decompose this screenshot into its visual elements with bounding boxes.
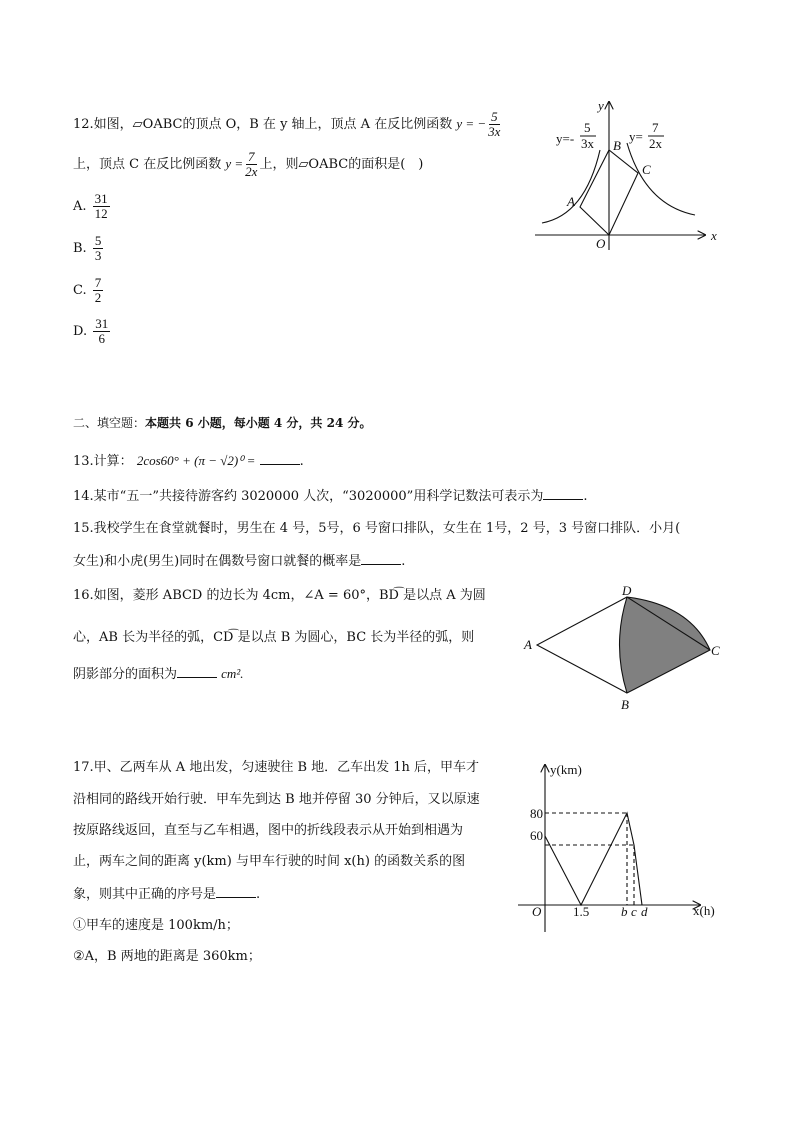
y-axis-label: y(km)	[550, 762, 582, 777]
origin-label: O	[596, 236, 606, 251]
rhombus-sides-ab-ad	[537, 597, 627, 693]
x-axis-label: x(h)	[693, 903, 715, 918]
q17-line5: 象，则其中正确的序号是 .	[73, 887, 261, 902]
option-label: D.	[73, 324, 88, 339]
y-tick-60: 60	[530, 828, 543, 843]
curve1-num: 5	[584, 120, 591, 135]
x-tick-b: b	[621, 904, 628, 919]
shaded-region	[620, 597, 711, 693]
q12-text: 上，顶点 C 在反比例函数	[73, 157, 222, 172]
point-d-label: D	[622, 583, 632, 598]
q12-text: 上，则▱OABC的面积是( )	[259, 157, 424, 172]
section-prefix: 二、填空题：	[73, 416, 146, 430]
numerator: 31	[94, 191, 108, 206]
x-tick-c: c	[631, 904, 637, 919]
q17-text: 止，两车之间的距离 y(km) 与甲车行驶的时间 x(h) 的函数关系的图	[73, 854, 466, 869]
statement-text: ②A，B 两地的距离是 360km；	[73, 949, 261, 964]
period: .	[299, 454, 304, 469]
option-label: C.	[73, 283, 87, 298]
curve1-label: y=-	[556, 131, 575, 146]
curve1-den: 3x	[581, 136, 594, 151]
q17-text: 象，则其中正确的序号是	[73, 887, 217, 902]
x-tick-1-5: 1.5	[573, 904, 590, 919]
numerator: 7	[94, 275, 102, 290]
q16-text: 心，AB 长为半径的弧，CD͡ 是以点 B 为圆心，BC 长为半径的弧，则	[73, 630, 475, 645]
period: .	[583, 489, 588, 504]
q17-text: 沿相同的路线开始行驶．甲车先到达 B 地并停留 30 分钟后，又以原速	[73, 792, 480, 807]
curve-right	[627, 143, 695, 215]
q16-figure	[537, 597, 710, 693]
y-axis-label: y	[598, 98, 604, 113]
unit: cm².	[221, 666, 244, 681]
q17-text: 按原路线返回，直至与乙车相遇，图中的折线段表示从开始到相遇为	[73, 823, 464, 838]
curve2-den: 2x	[649, 136, 662, 151]
option-label: A.	[73, 199, 87, 214]
x-tick-d: d	[641, 904, 648, 919]
denominator: 3	[94, 248, 102, 263]
curve-left	[542, 150, 600, 223]
q14-text: 14.某市“五一”共接待游客约 3020000 人次，“3020000”用科学记数法可表示为	[73, 489, 544, 504]
numerator: 31	[95, 316, 109, 331]
point-b-label: B	[621, 697, 629, 712]
denominator: 12	[94, 206, 108, 221]
q16-text: 阴影部分的面积为	[73, 667, 178, 682]
denominator: 6	[98, 331, 105, 346]
formula-lhs: y = −	[456, 116, 487, 131]
q12-text: 12.如图，▱OABC的顶点 O，B 在 y 轴上，顶点 A 在反比例函数	[73, 117, 453, 132]
numerator: 5	[491, 109, 498, 124]
option-label: B.	[73, 241, 87, 256]
statement-text: ①甲车的速度是 100km/h；	[73, 918, 239, 933]
q12-figure	[535, 102, 705, 250]
q15-text: 15.我校学生在食堂就餐时，男生在 4 号，5号，6 号窗口排队，女生在 1号，2 号，3 号窗口排队．小月(	[73, 521, 681, 536]
formula-lhs: y =	[225, 156, 244, 171]
point-b-label: B	[613, 138, 621, 153]
section-body: 本题共 6 小题，每小题 4 分，共 24 分。	[145, 416, 372, 430]
period: .	[401, 554, 406, 569]
origin-label: O	[532, 904, 542, 919]
curve2-label: y=	[629, 129, 643, 144]
numerator: 5	[94, 233, 102, 248]
q15-text: 女生)和小虎(男生)同时在偶数号窗口就餐的概率是	[73, 554, 362, 569]
q13-text: 13.计算：	[73, 454, 133, 469]
point-c-label: C	[642, 162, 651, 177]
q17-figure	[518, 765, 700, 932]
point-c-label: C	[711, 643, 720, 658]
q16-text: 16.如图，菱形 ABCD 的边长为 4cm，∠A = 60°，BD͡ 是以点 A 为圆	[73, 588, 486, 603]
denominator: 3x	[488, 124, 501, 139]
denominator: 2	[94, 290, 102, 305]
y-tick-80: 80	[530, 806, 543, 821]
q17-text: 17.甲、乙两车从 A 地出发，匀速驶往 B 地．乙车出发 1h 后，甲车才	[73, 760, 480, 775]
point-a-label: A	[524, 637, 532, 652]
x-axis-label: x	[711, 228, 717, 243]
denominator: 2x	[245, 164, 258, 179]
q13-expression: 2cos60° + (π − √2)⁰ =	[136, 453, 256, 468]
numerator: 7	[248, 149, 255, 164]
curve2-num: 7	[652, 120, 659, 135]
point-a-label: A	[567, 194, 575, 209]
